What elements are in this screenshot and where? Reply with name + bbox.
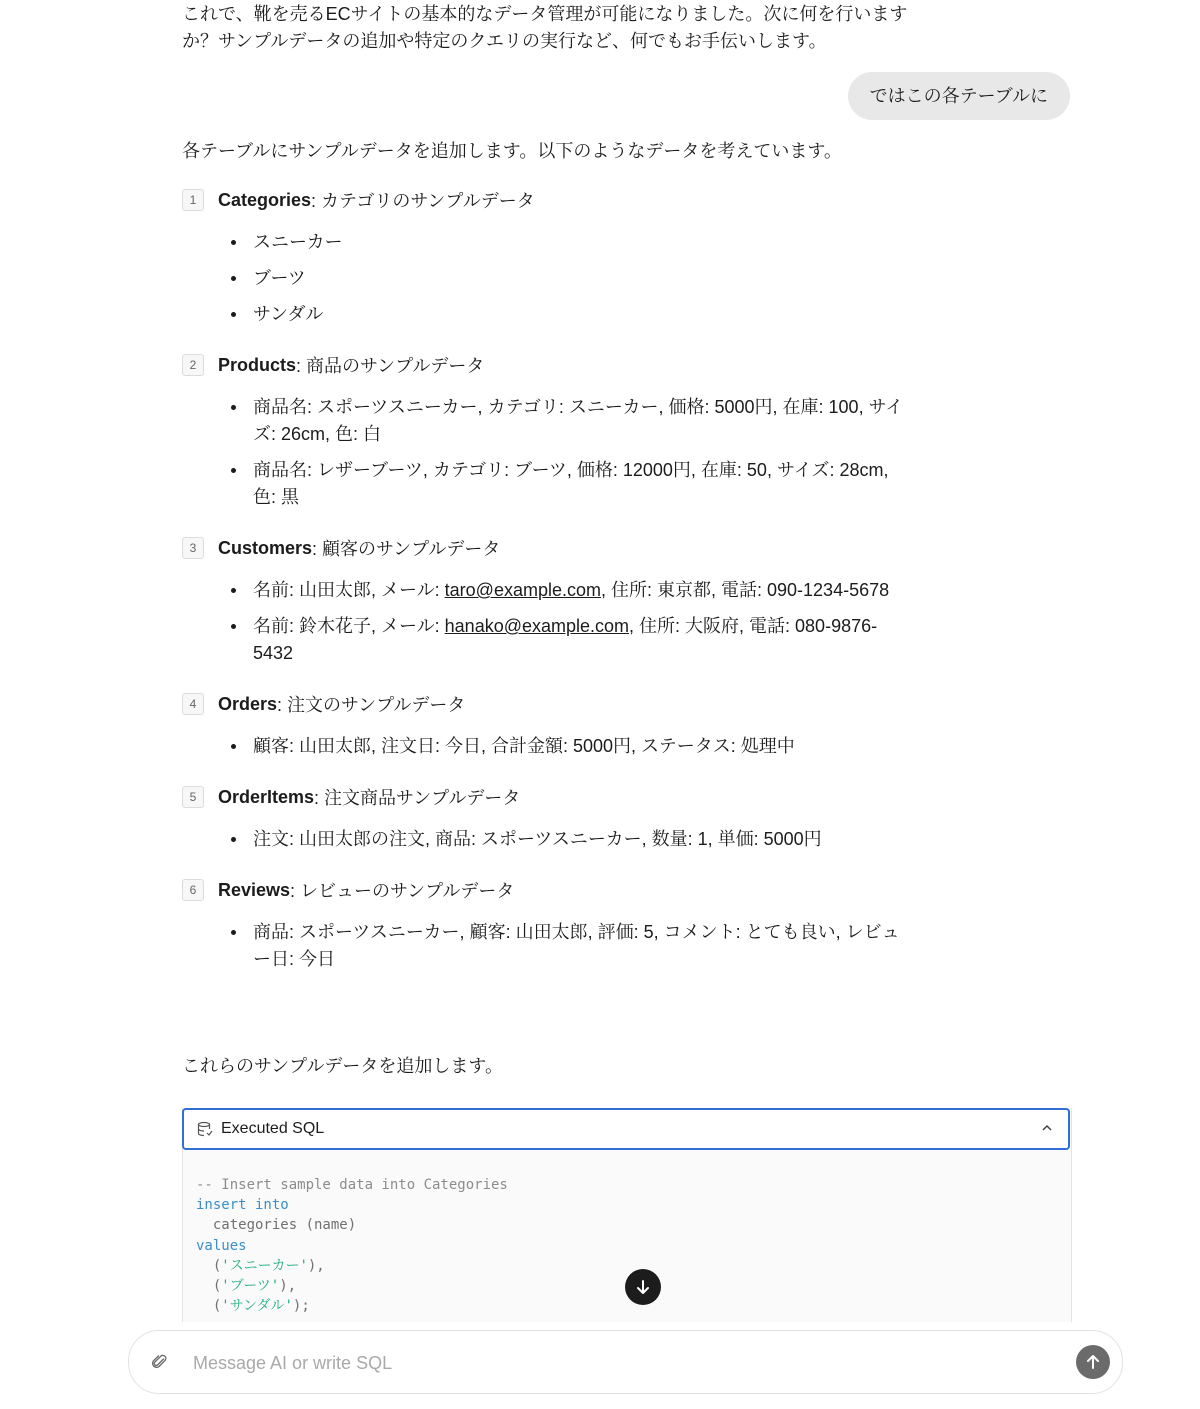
sql-code: -- Insert sample data into Categories insert into categories (name) values ('スニーカー'), ('ブーツ'), ('サンダル'); bbox=[196, 1177, 508, 1315]
list-number-badge: 1 bbox=[182, 189, 204, 211]
item-desc: : 顧客のサンプルデータ bbox=[312, 539, 501, 559]
scroll-to-bottom-button[interactable] bbox=[625, 1269, 661, 1305]
sub-bullet: スニーカー bbox=[182, 229, 913, 256]
list-number-badge: 6 bbox=[182, 879, 204, 901]
sql-comment: -- Insert sample data into Categories bbox=[196, 1177, 508, 1193]
item-title: Orders bbox=[218, 693, 278, 714]
sql-string: 'サンダル' bbox=[221, 1298, 293, 1315]
list-number-badge: 4 bbox=[182, 693, 204, 715]
sql-keyword: values bbox=[196, 1237, 247, 1254]
item-desc: : 商品のサンプルデータ bbox=[296, 356, 485, 376]
arrow-up-icon bbox=[1084, 1353, 1102, 1371]
intro-paragraph bbox=[182, 1, 912, 55]
list-item bbox=[182, 185, 922, 328]
list-item bbox=[182, 875, 922, 973]
item-desc: : カテゴリのサンプルデータ bbox=[311, 191, 535, 211]
sub-bullet: 名前: 鈴木花子, メール: hanako@example.com, 住所: 大阪府, 電話: 080-9876-5432 bbox=[182, 613, 913, 667]
database-icon bbox=[197, 1121, 213, 1137]
item-desc: : 注文商品サンプルデータ bbox=[314, 788, 521, 808]
list-item bbox=[182, 350, 922, 511]
email-link[interactable]: taro@example.com bbox=[444, 580, 601, 600]
chevron-up-icon[interactable] bbox=[1040, 1121, 1054, 1135]
sql-keyword: insert into bbox=[196, 1197, 289, 1214]
intro-line-1: これで、靴を売るECサイトの基本的なデータ管理が可能になりました。次に何を行います bbox=[182, 4, 908, 24]
user-message-bubble: ではこの各テーブルに bbox=[848, 72, 1070, 120]
item-title: Products bbox=[218, 354, 297, 375]
list-item bbox=[182, 689, 922, 760]
item-title: Categories bbox=[218, 189, 312, 210]
list-item bbox=[182, 533, 922, 667]
sub-bullet: 商品: スポーツスニーカー, 顧客: 山田太郎, 評価: 5, コメント: とても良い, レビュー日: 今日 bbox=[182, 919, 913, 973]
executed-sql-toggle[interactable] bbox=[182, 1108, 1070, 1150]
message-composer bbox=[128, 1330, 1123, 1394]
item-title: Reviews bbox=[218, 879, 291, 900]
sql-string: 'ブーツ' bbox=[221, 1278, 280, 1295]
sub-bullet: 注文: 山田太郎の注文, 商品: スポーツスニーカー, 数量: 1, 単価: 5000円 bbox=[182, 826, 913, 853]
sub-bullet: 名前: 山田太郎, メール: taro@example.com, 住所: 東京都, 電話: 090-1234-5678 bbox=[182, 577, 913, 604]
sql-string: 'スニーカー' bbox=[221, 1257, 308, 1274]
message-input[interactable] bbox=[191, 1345, 1055, 1381]
sql-panel-title: Executed SQL bbox=[221, 1120, 325, 1137]
sub-bullet: ブーツ bbox=[182, 265, 913, 292]
intro-line-2: か？サンプルデータの追加や特定のクエリの実行など、何でもお手伝いします。 bbox=[182, 31, 827, 51]
send-button[interactable] bbox=[1076, 1345, 1110, 1379]
list-number-badge: 5 bbox=[182, 786, 204, 808]
email-link[interactable]: hanako@example.com bbox=[444, 616, 630, 636]
list-number-badge: 3 bbox=[182, 537, 204, 559]
item-title: Customers bbox=[218, 537, 313, 558]
sql-table: categories (name) bbox=[196, 1217, 357, 1234]
closing-text: これらのサンプルデータを追加します。 bbox=[182, 1056, 503, 1076]
sub-bullet: 商品名: スポーツスニーカー, カテゴリ: スニーカー, 価格: 5000円, 在庫: 100, サイズ: 26cm, 色: 白 bbox=[182, 394, 913, 448]
sub-bullet: 商品名: レザーブーツ, カテゴリ: ブーツ, 価格: 12000円, 在庫: 50, サイズ: 28cm, 色: 黒 bbox=[182, 457, 913, 511]
sample-data-list bbox=[182, 185, 922, 995]
list-item bbox=[182, 782, 922, 853]
item-title: OrderItems bbox=[218, 786, 315, 807]
arrow-down-icon bbox=[634, 1278, 652, 1296]
item-desc: : 注文のサンプルデータ bbox=[277, 695, 466, 715]
paperclip-icon[interactable] bbox=[151, 1353, 169, 1371]
sub-bullet: 顧客: 山田太郎, 注文日: 今日, 合計金額: 5000円, ステータス: 処理中 bbox=[182, 733, 913, 760]
assistant-lead-text: 各テーブルにサンプルデータを追加します。以下のようなデータを考えています。 bbox=[182, 141, 842, 161]
item-desc: : レビューのサンプルデータ bbox=[290, 881, 515, 901]
sub-bullet: サンダル bbox=[182, 301, 913, 328]
list-number-badge: 2 bbox=[182, 354, 204, 376]
